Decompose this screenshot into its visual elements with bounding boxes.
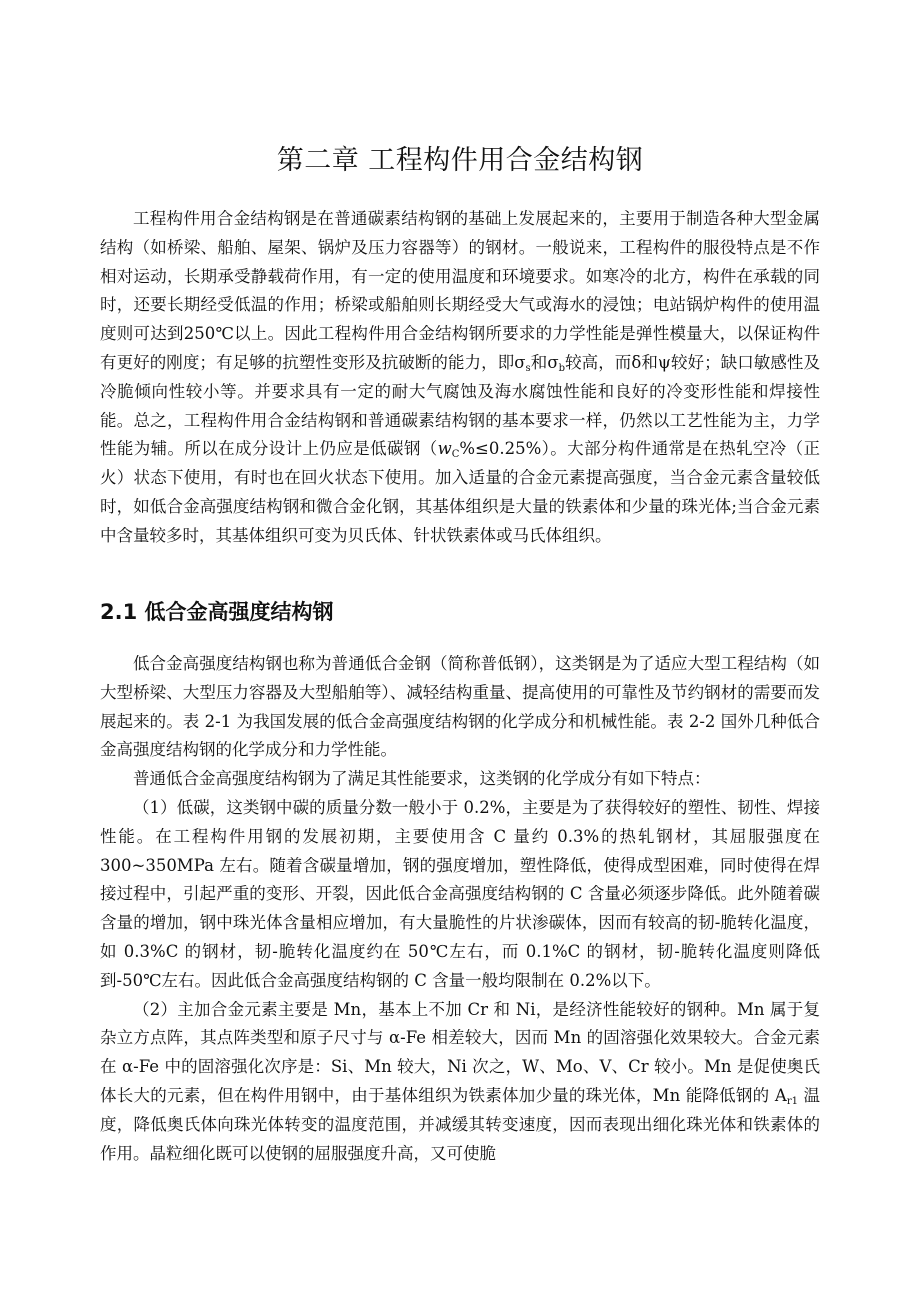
list-item-1: （1）低碳，这类钢中碳的质量分数一般小于 0.2%，主要是为了获得较好的塑性、韧性、焊接性能。在工程构件用钢的发展初期，主要使用含 C 量约 0.3%的热轧钢材，其屈服强度在 300~350MPa 左右。随着含碳量增加，钢的强度增加，塑性降低，使得成型困难，同时使得在焊接过程中，引起严重的变形、开裂，因此低合金高强度结构钢的 C 含量必须逐步降低。此外随着碳含量的增加，钢中珠光体含量相应增加，有大量脆性的片状渗碳体，因而有较高的韧-脆转化温度，如 0.3%C 的钢材，韧-脆转化温度约在 50℃左右，而 0.1%C 的钢材，韧-脆转化温度则降低到-50℃左右。因此低合金高强度结构钢的 C 含量一般均限制在 0.2%以下。 xyxy=(100,797,820,990)
section-title: 2.1 低合金高强度结构钢 xyxy=(100,600,334,624)
section-body xyxy=(100,650,820,1168)
intro-paragraph: 工程构件用合金结构钢是在普通碳素结构钢的基础上发展起来的，主要用于制造各种大型金属结构（如桥梁、船舶、屋架、锅炉及压力容器等）的钢材。一般说来，工程构件的服役特点是不作相对运动，长期承受静载荷作用，有一定的使用温度和环境要求。如寒冷的北方，构件在承载的同时，还要长期经受低温的作用；桥梁或船舶则长期经受大气或海水的浸蚀；电站锅炉构件的使用温度则可达到250℃以上。因此工程构件用合金结构钢所要求的力学性能是弹性模量大，以保证构件有更好的刚度；有足够的抗塑性变形及抗破断的能力，即$\sigma_s$和$\sigma_b$较高，而δ和ψ较好；缺口敏感性及冷脆倾向性较小等。并要求具有一定的耐大气腐蚀及海水腐蚀性能和良好的冷变形性能和焊接性能。总之，工程构件用合金结构钢和普通碳素结构钢的基本要求一样，仍然以工艺性能为主，力学性能为辅。所以在成分设计上仍应是低碳钢$(w_C\%\le 0.25\%)$。大部分构件通常是在热轧空冷（正火）状态下使用，有时也在回火状态下使用。加入适量的合金元素提高强度，当合金元素含量较低时，如低合金高强度结构钢和微合金化钢，其基体组织是大量的铁素体和少量的珠光体;当合金元素中含量较多时，其基体组织可变为贝氏体、针状铁素体或马氏体组织。 xyxy=(100,209,821,545)
section-paragraph-1: 低合金高强度结构钢也称为普通低合金钢（简称普低钢），这类钢是为了适应大型工程结构（如大型桥梁、大型压力容器及大型船舶等）、减轻结构重量、提高使用的可靠性及节约钢材的需要而发展起来的。表 2-1 为我国发展的低合金高强度结构钢的化学成分和机械性能。表 2-2 国外几种低合金高强度结构钢的化学成分和力学性能。 xyxy=(100,654,820,760)
list-item-2: （2）主加合金元素主要是 Mn，基本上不加 Cr 和 Ni，是经济性能较好的钢种。Mn 属于复杂立方点阵，其点阵类型和原子尺寸与 α-Fe 相差较大，因而 Mn 的固溶强化效果较大。合金元素在 α-Fe 中的固溶强化次序是：Si、Mn 较大，Ni 次之，W、Mo、V、Cr 较小。Mn 是促使奥氏体长大的元素，但在构件用钢中，由于基体组织为铁素体加少量的珠光体，Mn 能降低钢的 $A_{r1}$ 温度，降低奥氏体向珠光体转变的温度范围，并减缓其转变速度，因而表现出细化珠光体和铁素体的作用。晶粒细化既可以使钢的屈服强度升高，又可使脆 xyxy=(100,999,820,1163)
intro-block xyxy=(100,205,820,551)
section-paragraph-2: 普通低合金高强度结构钢为了满足其性能要求，这类钢的化学成分有如下特点： xyxy=(133,769,711,789)
chapter-title: 第二章 工程构件用合金结构钢 xyxy=(276,145,644,176)
